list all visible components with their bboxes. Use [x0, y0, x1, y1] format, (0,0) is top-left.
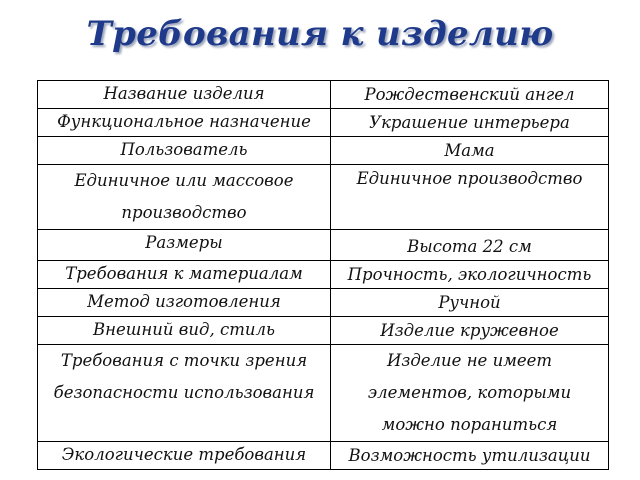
requirements-table — [37, 80, 609, 470]
table-row — [38, 165, 609, 230]
table-row — [38, 289, 609, 317]
value-cell: Украшение интерьера — [331, 109, 609, 137]
value-cell: Единичное производство — [331, 165, 609, 230]
table-row — [38, 442, 609, 470]
attribute-cell: Метод изготовления — [38, 289, 331, 317]
table-row — [38, 261, 609, 289]
value-cell: Ручной — [331, 289, 609, 317]
attribute-cell: Название изделия — [38, 81, 331, 109]
value-cell: Мама — [331, 137, 609, 165]
value-cell: Рождественский ангел — [331, 81, 609, 109]
attribute-cell: Внешний вид, стиль — [38, 317, 331, 345]
table-row — [38, 137, 609, 165]
attribute-cell: Требования с точки зрения безопасности использования — [38, 345, 331, 442]
table-row — [38, 345, 609, 442]
value-cell: Высота 22 см — [331, 230, 609, 261]
value-cell: Изделие кружевное — [331, 317, 609, 345]
attribute-cell: Пользователь — [38, 137, 331, 165]
slide-title: Требования к изделию — [86, 14, 554, 54]
attribute-cell: Единичное или массовое производство — [38, 165, 331, 230]
value-cell: Изделие не имеет элементов, которыми можно пораниться — [331, 345, 609, 442]
attribute-cell: Экологические требования — [38, 442, 331, 470]
value-cell: Прочность, экологичность — [331, 261, 609, 289]
table-row — [38, 109, 609, 137]
table-row — [38, 81, 609, 109]
attribute-cell: Размеры — [38, 230, 331, 261]
table-row — [38, 317, 609, 345]
table-row — [38, 230, 609, 261]
value-cell: Возможность утилизации — [331, 442, 609, 470]
attribute-cell: Требования к материалам — [38, 261, 331, 289]
attribute-cell: Функциональное назначение — [38, 109, 331, 137]
